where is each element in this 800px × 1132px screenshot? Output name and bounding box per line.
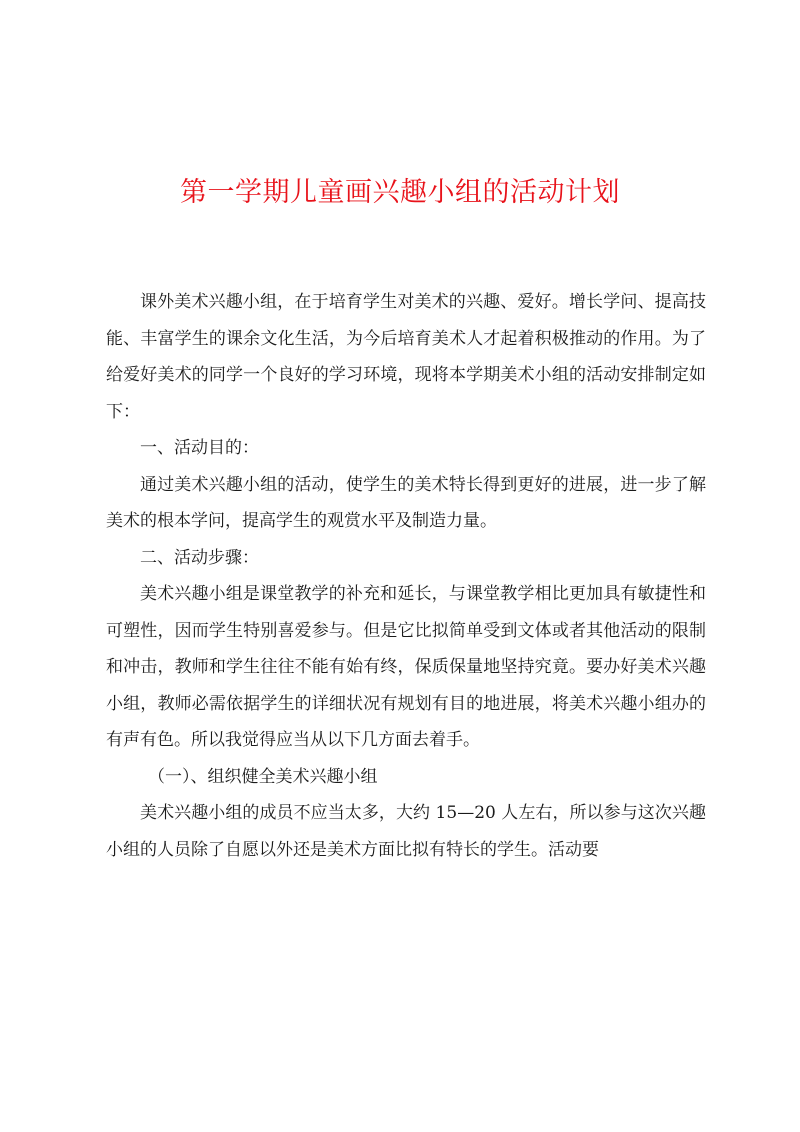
purpose-paragraph: 通过美术兴趣小组的活动，使学生的美术特长得到更好的进展，进一步了解美术的根本学问，提高学生的观赏水平及制造力量。 <box>106 474 706 531</box>
subsection-heading-organize: （一）、组织健全美术兴趣小组 <box>148 766 378 787</box>
organize-paragraph: 美术兴趣小组的成员不应当太多，大约 15—20 人左右，所以参与这次兴趣小组的人员除了自愿以外还是美术方面比拟有特长的学生。活动要 <box>106 803 706 860</box>
intro-paragraph: 课外美术兴趣小组，在于培育学生对美术的兴趣、爱好。增长学问、提高技能、丰富学生的课余文化生活，为今后培育美术人才起着积极推动的作用。为了给爱好美术的同学一个良好的学习环境，现将本学期美术小组的活动安排制定如下： <box>106 292 706 422</box>
section-heading-steps: 二、活动步骤： <box>140 547 259 568</box>
document-body <box>106 284 706 868</box>
steps-paragraph: 美术兴趣小组是课堂教学的补充和延长，与课堂教学相比更加具有敏捷性和可塑性，因而学生特别喜爱参与。但是它比拟简单受到文体或者其他活动的限制和冲击，教师和学生往往不能有始有终，保质保量地坚持究竟。要办好美术兴趣小组，教师必需依据学生的详细状况有规划有目的地进展，将美术兴趣小组办的有声有色。所以我觉得应当从以下几方面去着手。 <box>106 584 706 750</box>
document-title: 第一学期儿童画兴趣小组的活动计划 <box>180 177 620 208</box>
section-heading-purpose: 一、活动目的： <box>140 438 259 458</box>
